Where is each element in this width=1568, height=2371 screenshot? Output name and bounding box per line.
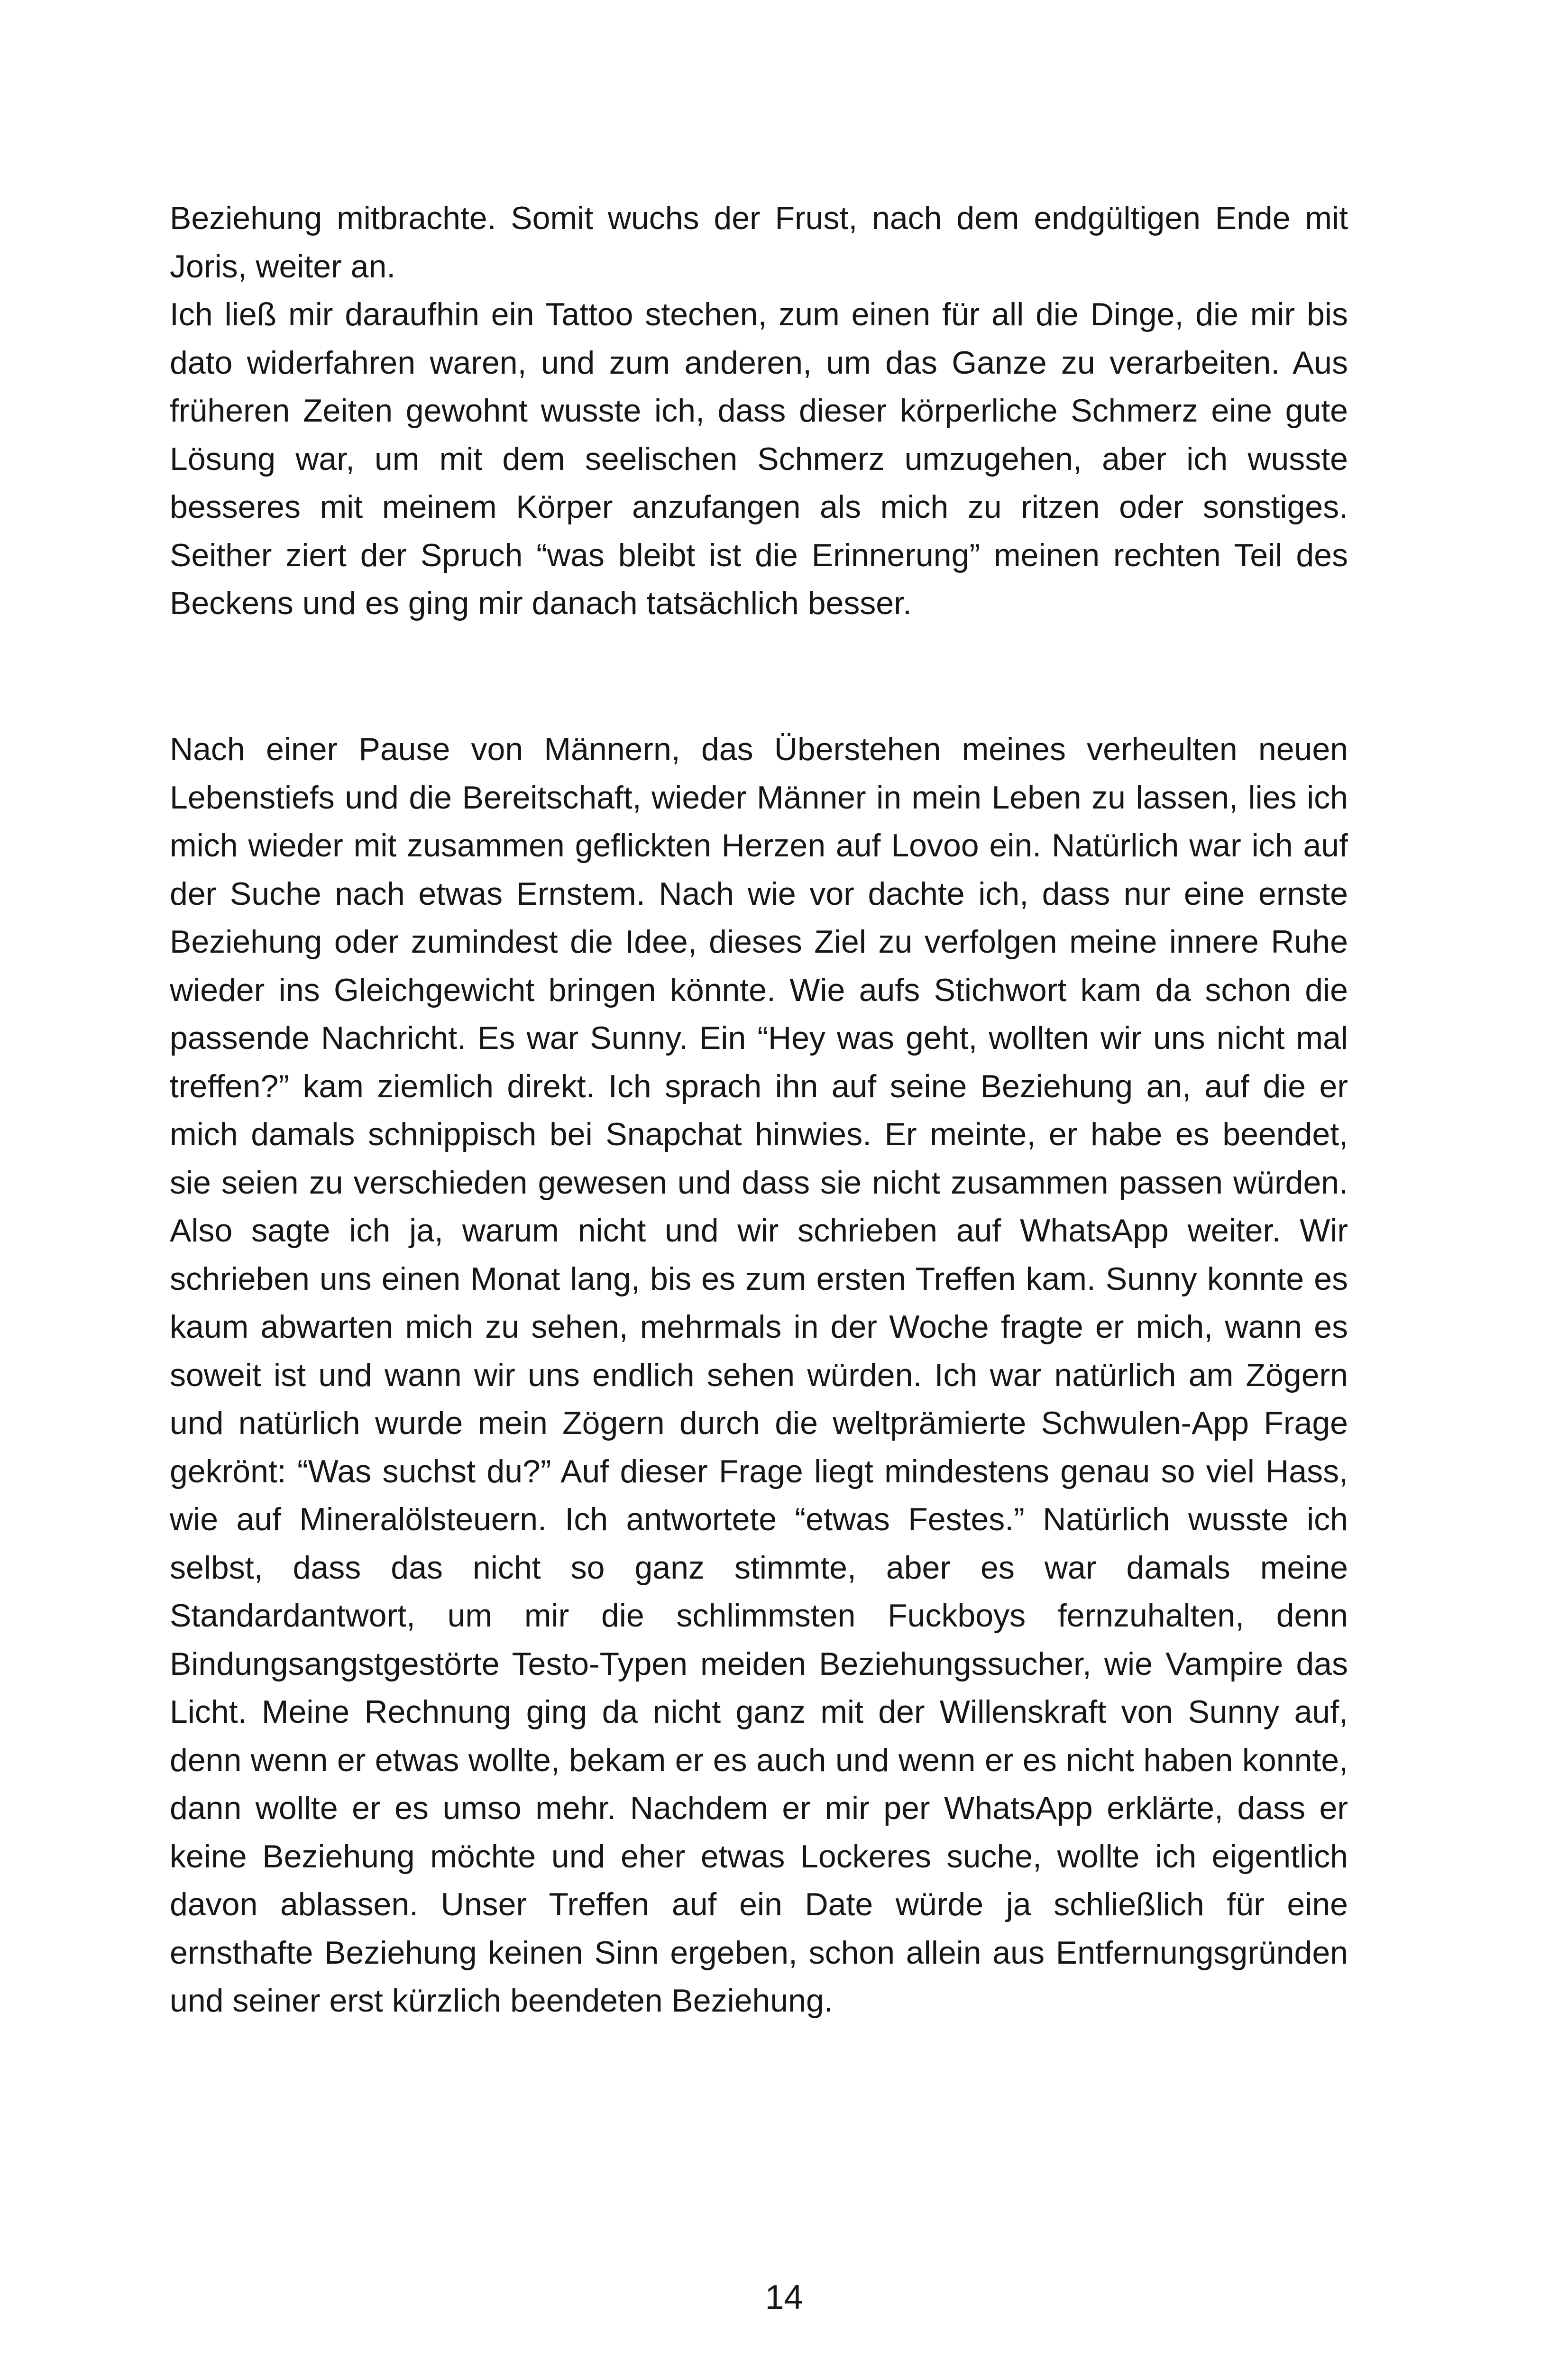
text-block-top bbox=[170, 194, 1348, 628]
paragraph-2: Ich ließ mir daraufhin ein Tattoo stechen, zum einen für all die Dinge, die mir bis dato widerfahren waren, und zum anderen, um das Ganze zu verarbeiten. Aus früheren Zeiten gewohnt wusste ich, dass dieser körperliche Schmerz eine gute Lösung war, um mit dem seelischen Schmerz umzugehen, aber ich wusste besseres mit meinem Körper anzufangen als mich zu ritzen oder sonstiges. Seither ziert der Spruch “was bleibt ist die Erinnerung” meinen rechten Teil des Beckens und es ging mir danach tatsächlich besser. bbox=[170, 296, 1348, 621]
page-number: 14 bbox=[765, 2279, 803, 2316]
paragraph-3: Nach einer Pause von Männern, das Überstehen meines verheulten neuen Lebenstiefs und die Bereitschaft, wieder Männer in mein Leben zu lassen, lies ich mich wieder mit zusammen geflickten Herzen auf Lovoo ein. Natürlich war ich auf der Suche nach etwas Ernstem. Nach wie vor dachte ich, dass nur eine ernste Beziehung oder zumindest die Idee, dieses Ziel zu verfolgen meine innere Ruhe wieder ins Gleichgewicht bringen könnte. Wie aufs Stichwort kam da schon die passende Nachricht. Es war Sunny. Ein “Hey was geht, wollten wir uns nicht mal treffen?” kam ziemlich direkt. Ich sprach ihn auf seine Beziehung an, auf die er mich damals schnippisch bei Snapchat hinwies. Er meinte, er habe es beendet, sie seien zu verschieden gewesen und dass sie nicht zusammen passen würden. Also sagte ich ja, warum nicht und wir schrieben auf WhatsApp weiter. Wir schrieben uns einen Monat lang, bis es zum ersten Treffen kam. Sunny konnte es kaum abwarten mich zu sehen, mehrmals in der Woche fragte er mich, wann es soweit ist und wann wir uns endlich sehen würden. Ich war natürlich am Zögern und natürlich wurde mein Zögern durch die weltprämierte Schwulen-App Frage gekrönt: “Was suchst du?” Auf dieser Frage liegt mindestens genau so viel Hass, wie auf Mineralölsteuern. Ich antwortete “etwas Festes.” Natürlich wusste ich selbst, dass das nicht so ganz stimmte, aber es war damals meine Standardantwort, um mir die schlimmsten Fuckboys fernzuhalten, denn Bindungsangstgestörte Testo-Typen meiden Beziehungssucher, wie Vampire das Licht. Meine Rechnung ging da nicht ganz mit der Willenskraft von Sunny auf, denn wenn er etwas wollte, bekam er es auch und wenn er es nicht haben konnte, dann wollte er es umso mehr. Nachdem er mir per WhatsApp erklärte, dass er keine Beziehung möchte und eher etwas Lockeres suche, wollte ich eigentlich davon ablassen. Unser Treffen auf ein Date würde ja schließlich für eine ernsthafte Beziehung keinen Sinn ergeben, schon allein aus Entfernungsgründen und seiner erst kürzlich beendeten Beziehung. bbox=[170, 731, 1348, 2019]
paragraph-1: Beziehung mitbrachte. Somit wuchs der Frust, nach dem endgültigen Ende mit Joris, weiter an. bbox=[170, 200, 1348, 285]
text-block-main bbox=[170, 726, 1348, 2025]
